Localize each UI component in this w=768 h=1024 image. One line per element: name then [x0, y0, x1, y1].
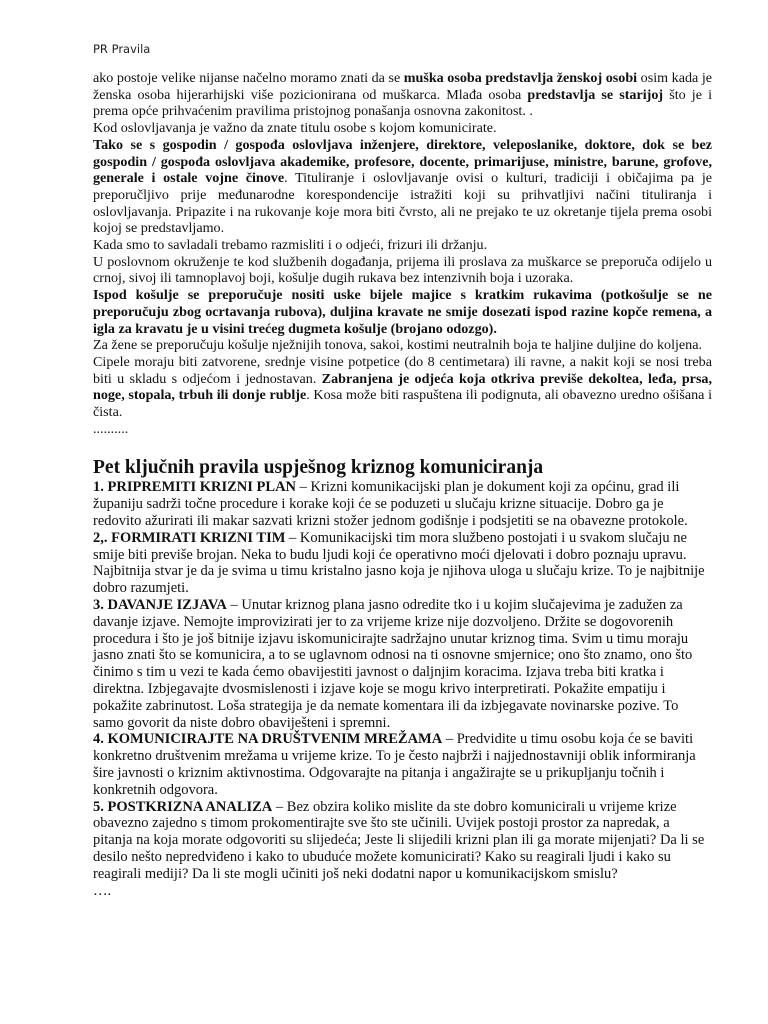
rule-item: 5. POSTKRIZNA ANALIZA – Bez obzira koliko mislite da ste dobro komunicirali u vrijeme krize obavezno zajedno s timom prokomentirajte sve što ste učinili. Uvijek postoji prostor za napredak, a pitanja na koja morate odgovoriti su slijedeća; Jeste li slijedili krizni plan ili ga morate mijenjati? Da li se desilo nešto nepredviđeno i kako to ubuduće možete komunicirati? Kako su reagirali ljudi i kako su reagirali mediji? Da li ste mogli učiniti još neki dodatni napor u komunikacijskom smislu?: [93, 798, 705, 882]
paragraph-introductions: ako postoje velike nijanse načelno moramo znati da se muška osoba predstavlja ženskoj osobi osim kada je ženska osoba hijerarhijski više pozicionirana od muškarca. Mlađa osoba predstavlja se starijoj što je i prema opće prihvaćenim pravilima pristojnog ponašanja osnovna zakonitost. .: [93, 70, 712, 120]
paragraph-women-dress: Za žene se preporučuju košulje nježnijih tonova, sakoi, kostimi neutralnih boja te haljine duljine do koljena.: [93, 337, 703, 354]
rule-item: 4. KOMUNICIRAJTE NA DRUŠTVENIM MREŽAMA – Predvidite u timu osobu koja će se baviti konkretno društvenim mrežama u vrijeme krize. To je često najbrži i najjednostavniji oblik informiranja šire javnosti o kriznim aktivnostima. Odgovarajte na pitanja i angažirajte se u prikupljanju točnih i konkretnih odgovora.: [93, 731, 696, 798]
paragraph-men-dress: U poslovnom okruženje te kod službenih događanja, prijema ili proslava za muškarce se preporuča odijelo u crnoj, sivoj ili tamnoplavoj boji, košulje dugih rukava bez intenzivnih boja i uzoraka.: [93, 253, 712, 287]
paragraph-appearance: Kada smo to savladali trebamo razmisliti i o odjeći, frizuri ili držanju.: [93, 237, 488, 254]
end-ellipsis: ….: [93, 882, 112, 899]
ellipsis-dots: ..........: [93, 420, 129, 437]
intro-section: [93, 70, 712, 437]
paragraph-shirt-rules: Ispod košulje se preporučuje nositi uske bijele majice s kratkim rukavima (potkošulje se ne preporučuju zbog ocrtavanja rubova), duljina kravate ne smije dosezati ispod razine kopče remena, a igla za kravatu je u visini trećeg dugmeta košulje (brojano odozgo).: [93, 287, 712, 337]
rule-item: 2,. FORMIRATI KRIZNI TIM – Komunikacijski tim mora službeno postojati i u svakom slučaju ne smije biti previše brojan. Neka to budu ljudi koji će operativno moći djelovati i dobro poznaju upravu. Najbitnija stvar je da je svima u timu kristalno jasno koja je njihova uloga u slučaju krize. To je najbitnije dobro razumjeti.: [93, 529, 705, 597]
paragraph-titles: Kod oslovljavanja je važno da znate titulu osobe s kojom komunicirate.: [93, 120, 497, 137]
document-body: [93, 70, 712, 899]
rule-item: 3. DAVANJE IZJAVA – Unutar kriznog plana jasno odredite tko i u kojim slučajevima je zadužen za davanje izjave. Nemojte improvizirati jer to za vrijeme krize nije dozvoljeno. Držite se dogovorenih procedura i što je još bitnije izjavu iskomunicirajte sadržajno unutar kriznog tima. Svim u timu moraju jasno znati što se komunicira, a to se uglavnom odnosi na ti osnovne smjernice; ono što znamo, ono što činimo s tim u vezi te kada ćemo obavijestiti javnost o daljnjim koracima. Izjava treba biti kratka i direktna. Izbjegavajte dvosmislenosti i izjave koje se mogu krivo interpretirati. Pokažite empatiju i pokažite zabrinutost. Loša strategija je da nemate komentara ili da izbjegavate novinarske pozive. To samo govorit da niste dobro obaviješteni i spremni.: [93, 597, 693, 731]
paragraph-addressing: Tako se s gospodin / gospođa oslovljava inženjere, direktore, veleposlanike, doktore, dok se bez gospodin / gospođa oslovljava akademike, profesore, docente, primarijuse, ministre, barune, grofove, generale i ostale vojne činove. Tituliranje i oslovljavanje ovisi o kulturi, tradiciji i običajima pa je preporučljivo prije međunarodne korespondencije istražiti koji su prihvatljivi načini tituliranja i oslovljavanja. Pripazite i na rukovanje koje mora biti čvrsto, ali ne prejako te uz okretanje tijela prema osobi kojoj se predstavljamo.: [93, 136, 713, 237]
paragraph-shoes-jewelry: Cipele moraju biti zatvorene, srednje visine potpetice (do 8 centimetara) ili ravne, a nakit koji se nosi treba biti u skladu s odjećom i jednostavan. Zabranjena je odjeća koja otkriva previše dekoltea, leđa, prsa, noge, stopala, trbuh ili donje rublje. Kosa može biti raspuštena ili podignuta, ali obavezno uredno ošišana i čista.: [93, 353, 712, 421]
rule-item: 1. PRIPREMITI KRIZNI PLAN – Krizni komunikacijski plan je dokument koji za općinu, grad ili županiju sadrži točne procedure i korake koji će se poduzeti u slučaju krizne situacije. Dobro ga je redovito ažurirati ili makar sazvati krizni stožer jednom godišnje i podsjetiti se na obavezne protokole.: [93, 479, 688, 530]
rules-section: [93, 479, 712, 899]
page-header-title: PR Pravila: [93, 42, 151, 56]
section-heading: Pet ključnih pravila uspješnog kriznog komuniciranja: [93, 457, 544, 479]
